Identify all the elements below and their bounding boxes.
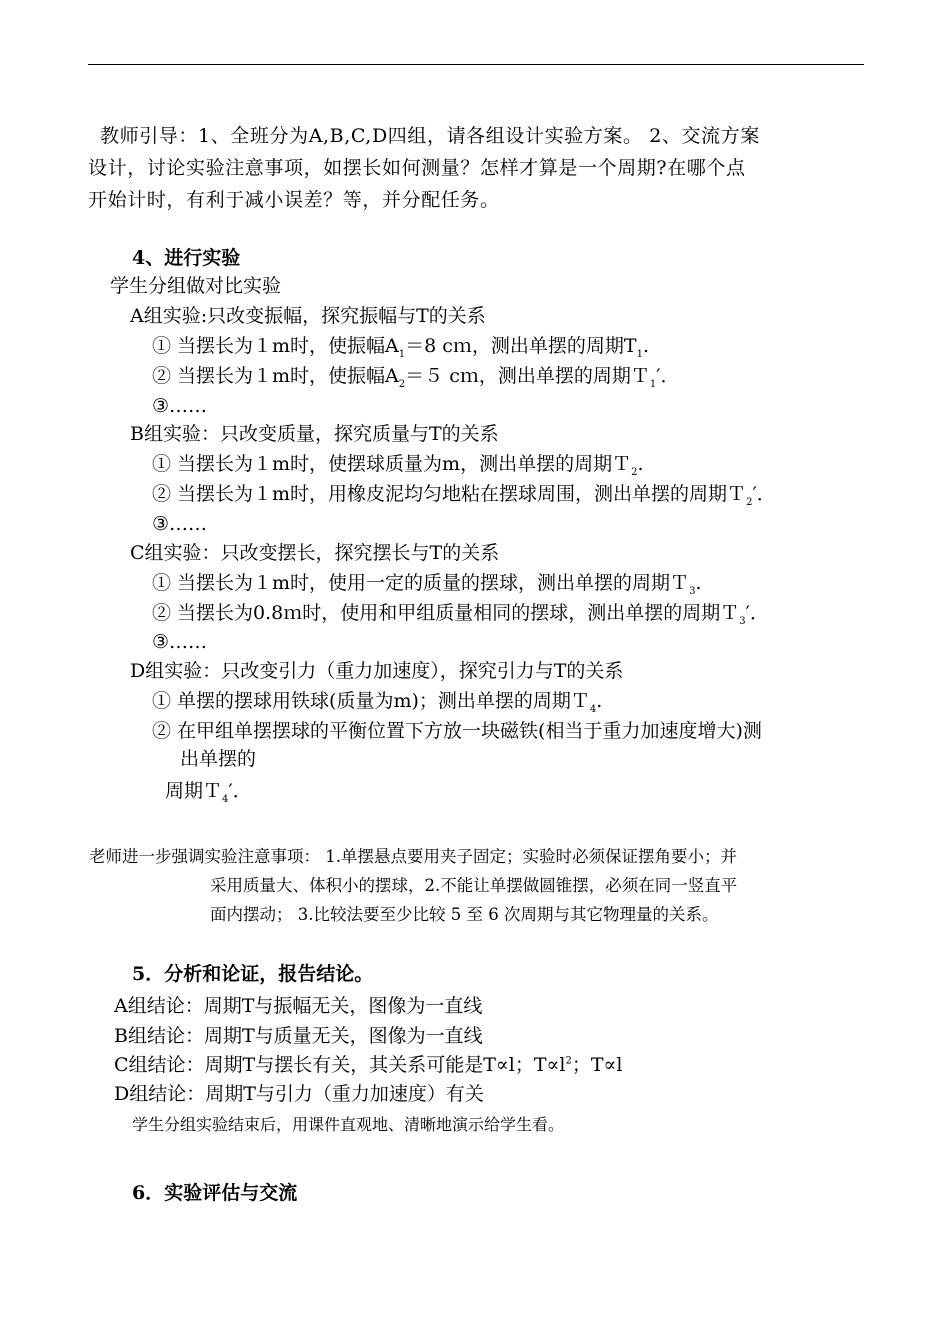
intro-line-2: 设计，讨论实验注意事项，如摆长如何测量？怎样才算是一个周期?在哪个点 bbox=[88, 157, 746, 179]
section-4-heading: 4、进行实验 bbox=[132, 247, 241, 269]
group-b-item-1: ① 当摆长为１m时，使摆球质量为m，测出单摆的周期Ｔ$_2$. bbox=[152, 453, 644, 478]
section-6-heading: 6．实验评估与交流 bbox=[132, 1182, 298, 1204]
intro-line-3: 开始计时，有利于减小误差？等，并分配任务。 bbox=[88, 189, 500, 211]
group-d-title: D组实验：只改变引力（重力加速度），探究引力与T的关系 bbox=[130, 660, 624, 682]
group-c-item-3: ③…… bbox=[152, 631, 208, 653]
group-b-item-3: ③…… bbox=[152, 513, 208, 535]
group-a-item-3: ③…… bbox=[152, 395, 208, 417]
conclusion-c: C组结论：周期T与摆长有关，其关系可能是T∝l；$T\propto l^2$；T∝l bbox=[114, 1054, 623, 1076]
group-c-title: C组实验：只改变摆长，探究摆长与T的关系 bbox=[130, 542, 500, 564]
conclusion-b: B组结论：周期T与质量无关，图像为一直线 bbox=[114, 1025, 483, 1047]
section-4-subheading: 学生分组做对比实验 bbox=[110, 275, 282, 297]
demo-note: 学生分组实验结束后，用课件直观地、清晰地演示给学生看。 bbox=[132, 1115, 565, 1134]
group-b-title: B组实验：只改变质量，探究质量与T的关系 bbox=[130, 423, 499, 445]
group-c-item-2: ② 当摆长为0.8ｍ时，使用和甲组质量相同的摆球，测出单摆的周期Ｔ$_3$′． bbox=[152, 602, 769, 627]
notes-line-3: 面内摆动； 3.比较法要至少比较 5 至 6 次周期与其它物理量的关系。 bbox=[210, 905, 719, 924]
section-5-heading: 5．分析和论证，报告结论。 bbox=[132, 963, 374, 985]
group-b-item-2: ② 当摆长为１m时，用橡皮泥均匀地粘在摆球周围，测出单摆的周期Ｔ$_2$′． bbox=[152, 483, 776, 508]
group-d-item-1: ① 单摆的摆球用铁球(质量为m)；测出单摆的周期Ｔ$_4$. bbox=[152, 690, 603, 715]
intro-line-1: 教师引导：1、全班分为A,B,C,D四组，请各组设计实验方案。 2、交流方案 bbox=[100, 125, 760, 147]
notes-line-2: 采用质量大、体积小的摆球，2.不能让单摆做圆锥摆，必须在同一竖直平 bbox=[210, 876, 738, 895]
conclusion-a: A组结论：周期T与振幅无关，图像为一直线 bbox=[114, 995, 483, 1017]
group-d-item-2-line-3: 周期Ｔ$_4$′． bbox=[165, 780, 252, 805]
group-a-title: A组实验:只改变振幅，探究振幅与T的关系 bbox=[130, 305, 486, 327]
group-c-item-1: ① 当摆长为１m时，使用一定的质量的摆球，测出单摆的周期Ｔ$_3$. bbox=[152, 572, 702, 597]
group-d-item-2-line-1: ② 在甲组单摆摆球的平衡位置下方放一块磁铁(相当于重力加速度增大)测 bbox=[152, 720, 762, 742]
notes-line-1: 老师进一步强调实验注意事项： 1.单摆悬点要用夹子固定；实验时必须保证摆角要小；并 bbox=[89, 847, 737, 866]
group-a-item-1: ① 当摆长为１m时，使振幅$A_1=8$ cｍ，测出单摆的周期$T_1$. bbox=[152, 335, 650, 360]
group-d-item-2-line-2: 出单摆的 bbox=[180, 748, 257, 770]
conclusion-d: D组结论：周期T与引力（重力加速度）有关 bbox=[114, 1083, 484, 1105]
group-a-item-2: ② 当摆长为１m时，使振幅$A_2=5$ cｍ，测出单摆的周期Ｔ$_1$′． bbox=[152, 365, 680, 390]
header-rule bbox=[88, 64, 864, 65]
